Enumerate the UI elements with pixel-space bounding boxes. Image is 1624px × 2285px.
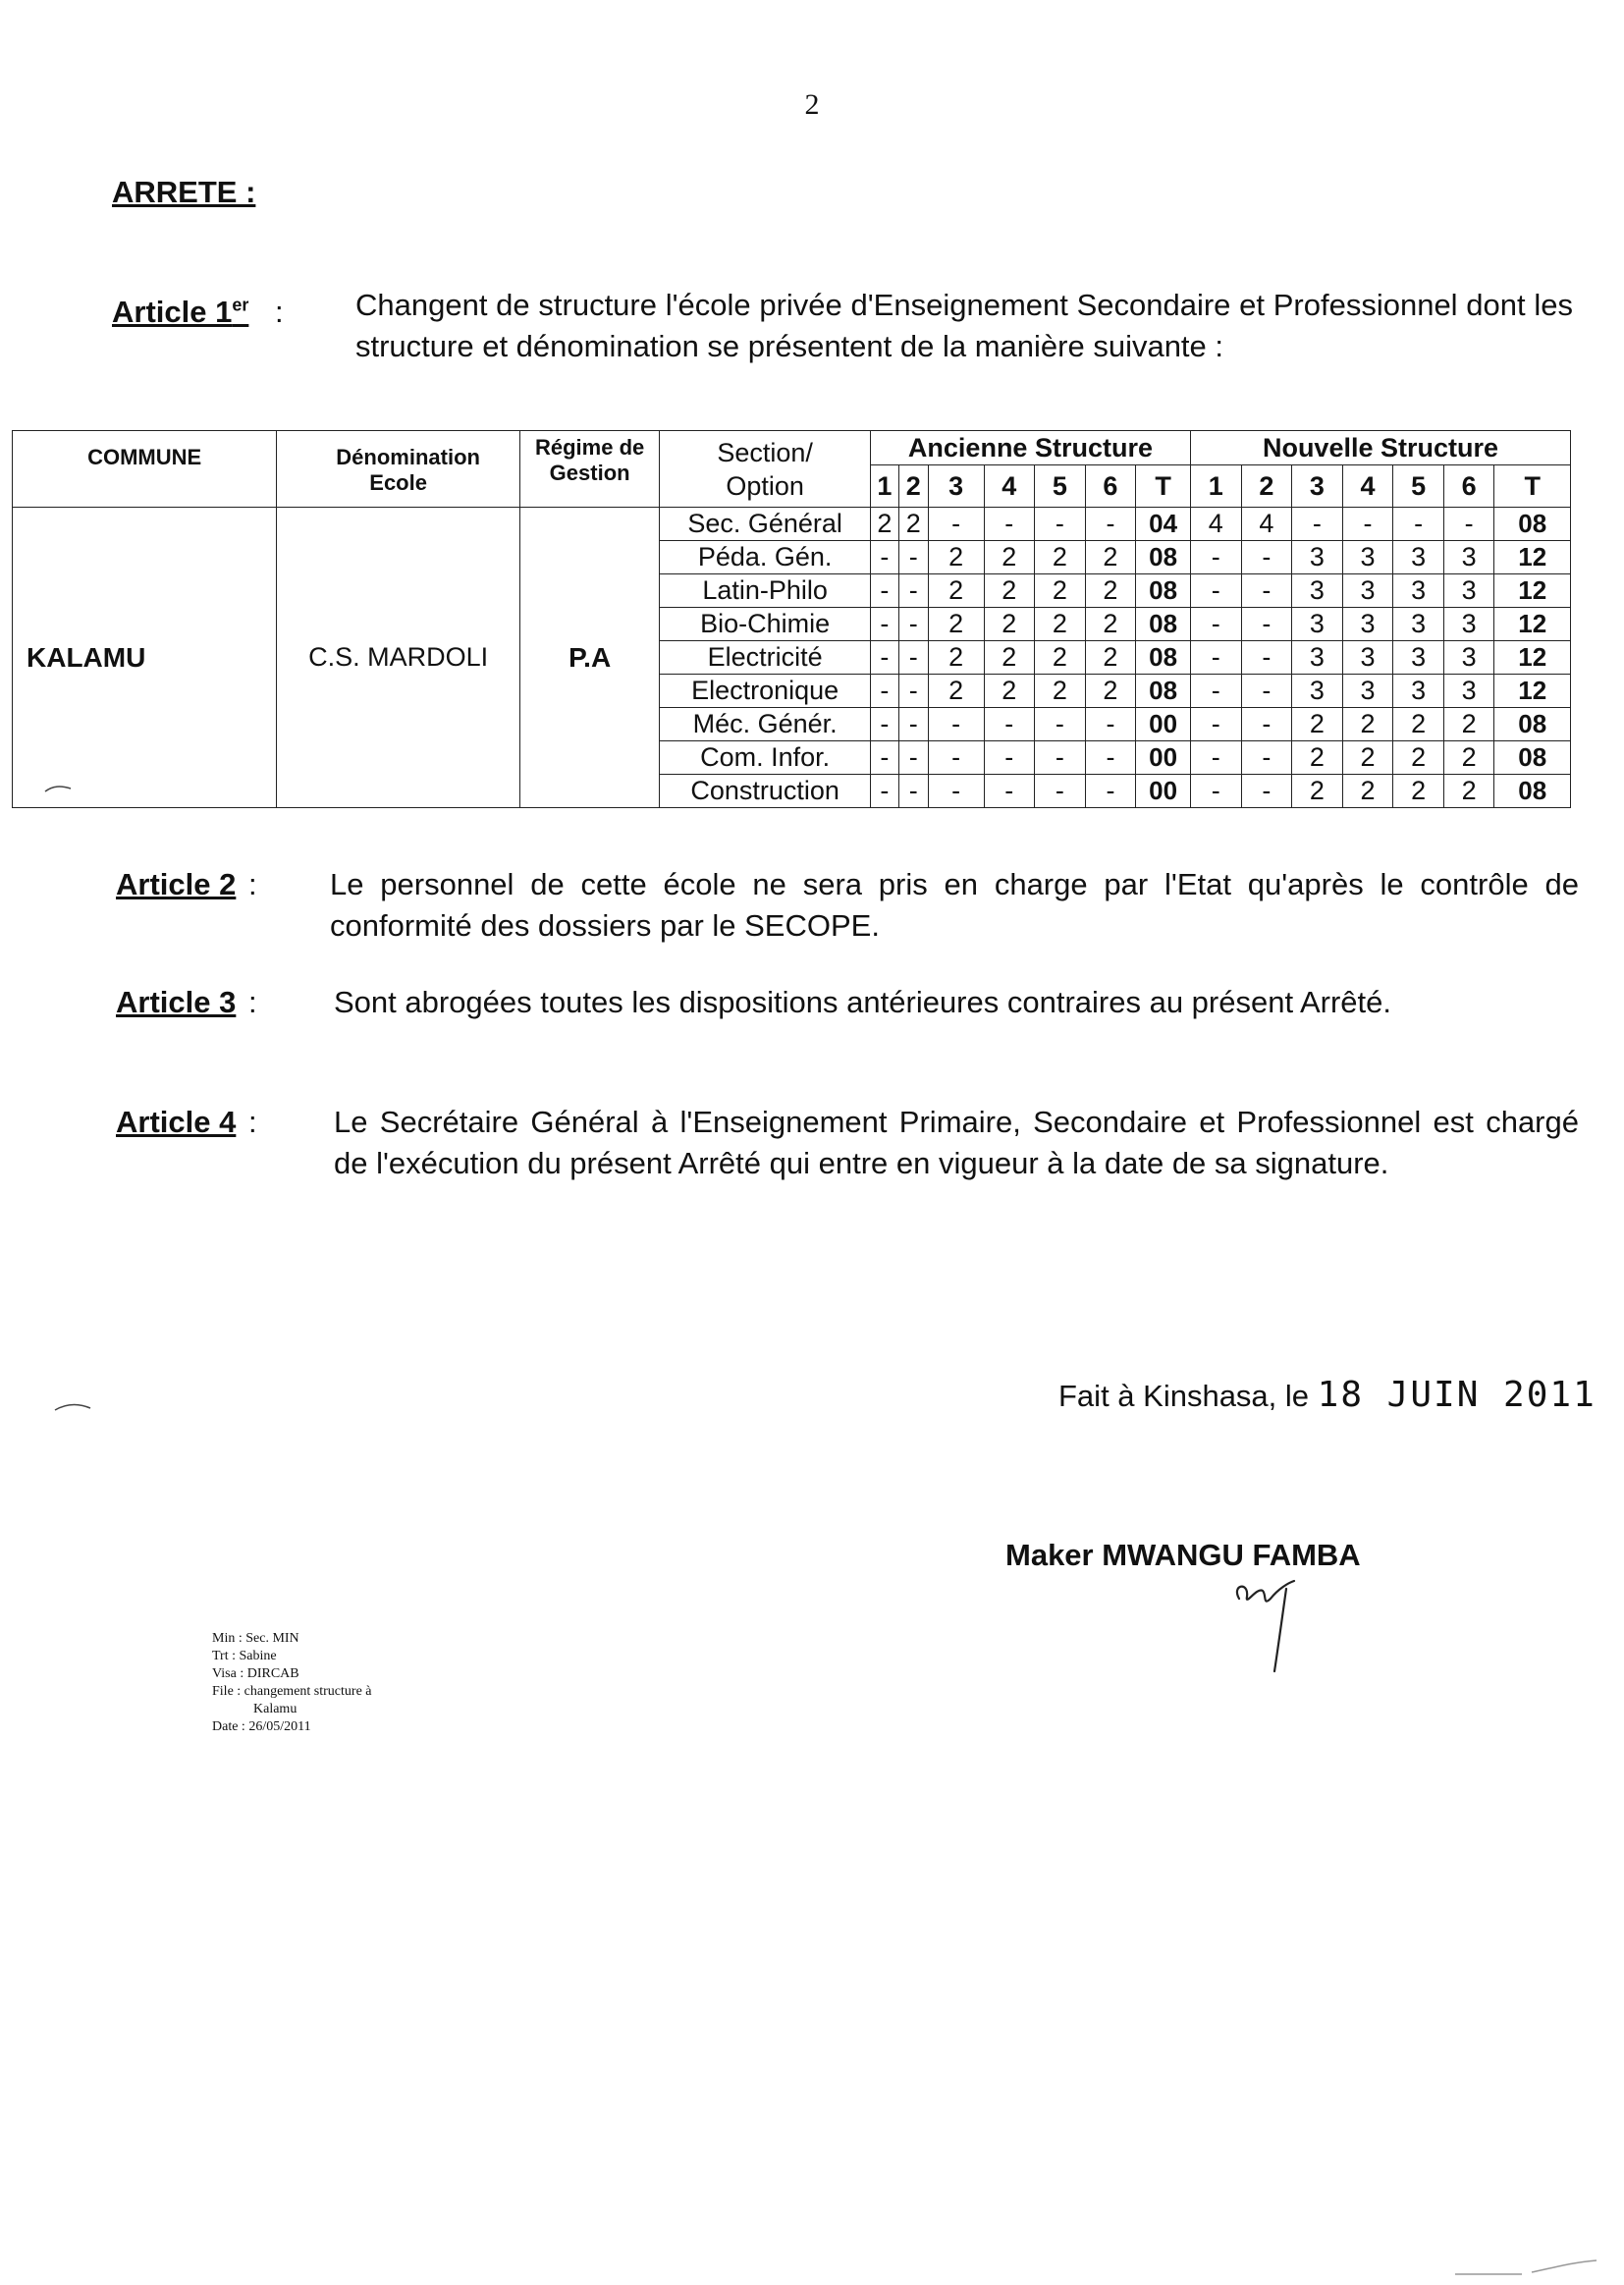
ancienne-value-cell: 2 (984, 541, 1035, 574)
ancienne-value-cell: 2 (984, 608, 1035, 641)
nouvelle-value-cell: 3 (1443, 675, 1494, 708)
nouvelle-value-cell: 3 (1342, 641, 1393, 675)
ref-visa: Visa : DIRCAB (212, 1666, 299, 1681)
col-nouvelle-total: T (1494, 465, 1571, 508)
nouvelle-value-cell: - (1241, 741, 1292, 775)
scan-mark (53, 1402, 92, 1412)
nouvelle-value-cell: 3 (1292, 608, 1343, 641)
ancienne-value-cell: 2 (928, 675, 984, 708)
option-cell: Electricité (660, 641, 871, 675)
nouvelle-value-cell: 08 (1494, 741, 1571, 775)
nouvelle-value-cell: 2 (1292, 775, 1343, 808)
ancienne-value-cell: 2 (928, 608, 984, 641)
ancienne-value-cell: - (898, 708, 928, 741)
nouvelle-value-cell: 08 (1494, 708, 1571, 741)
option-cell: Latin-Philo (660, 574, 871, 608)
ancienne-value-cell: - (870, 741, 898, 775)
ancienne-value-cell: 2 (984, 574, 1035, 608)
place-and-date (1058, 1375, 1597, 1415)
ancienne-value-cell: - (898, 741, 928, 775)
ref-file: File : changement structure à (212, 1684, 372, 1699)
article-3-colon: : (247, 985, 257, 1019)
ancienne-value-cell: - (870, 641, 898, 675)
header-ancienne-structure: Ancienne Structure (870, 431, 1190, 465)
ancienne-value-cell: 2 (1035, 675, 1086, 708)
nouvelle-value-cell: - (1443, 508, 1494, 541)
col-nouvelle-1: 1 (1190, 465, 1241, 508)
nouvelle-value-cell: 3 (1342, 541, 1393, 574)
nouvelle-value-cell: - (1241, 675, 1292, 708)
col-nouvelle-3: 3 (1292, 465, 1343, 508)
nouvelle-value-cell: 2 (1342, 775, 1393, 808)
nouvelle-value-cell: - (1190, 541, 1241, 574)
col-nouvelle-5: 5 (1393, 465, 1444, 508)
article-4-colon: : (247, 1105, 257, 1139)
nouvelle-value-cell: 12 (1494, 641, 1571, 675)
regime-cell: P.A (519, 508, 659, 808)
ancienne-value-cell: 08 (1136, 641, 1191, 675)
nouvelle-value-cell: 2 (1443, 741, 1494, 775)
nouvelle-value-cell: - (1190, 675, 1241, 708)
ancienne-value-cell: 2 (928, 641, 984, 675)
ancienne-value-cell: 2 (1085, 641, 1136, 675)
nouvelle-value-cell: 2 (1292, 741, 1343, 775)
option-cell: Sec. Général (660, 508, 871, 541)
ancienne-value-cell: 2 (928, 574, 984, 608)
ancienne-value-cell: 2 (1085, 608, 1136, 641)
ancienne-value-cell: - (928, 708, 984, 741)
nouvelle-value-cell: - (1241, 541, 1292, 574)
ancienne-value-cell: - (1085, 708, 1136, 741)
nouvelle-value-cell: 3 (1342, 675, 1393, 708)
nouvelle-value-cell: 2 (1393, 708, 1444, 741)
ancienne-value-cell: - (898, 608, 928, 641)
nouvelle-value-cell: 2 (1393, 741, 1444, 775)
nouvelle-value-cell: 08 (1494, 508, 1571, 541)
ancienne-value-cell: - (898, 541, 928, 574)
handwritten-signature (1227, 1577, 1316, 1675)
ref-min: Min : Sec. MIN (212, 1631, 299, 1646)
option-cell: Com. Infor. (660, 741, 871, 775)
article-4-text: Le Secrétaire Général à l'Enseignement Primaire, Secondaire et Professionnel est chargé de l'exécution du présent Arrêté qui entre en vigueur à la date de sa signature. (334, 1105, 1579, 1180)
ancienne-value-cell: 2 (1035, 574, 1086, 608)
ancienne-value-cell: 2 (984, 675, 1035, 708)
col-ancienne-total: T (1136, 465, 1191, 508)
nouvelle-value-cell: 3 (1393, 641, 1444, 675)
col-nouvelle-6: 6 (1443, 465, 1494, 508)
nouvelle-value-cell: 3 (1443, 641, 1494, 675)
nouvelle-value-cell: - (1190, 608, 1241, 641)
page-number: 2 (804, 88, 820, 121)
nouvelle-value-cell: - (1190, 741, 1241, 775)
ancienne-value-cell: - (1085, 508, 1136, 541)
nouvelle-value-cell: 12 (1494, 574, 1571, 608)
nouvelle-value-cell: 3 (1443, 574, 1494, 608)
ref-file-cont: Kalamu (253, 1702, 298, 1716)
header-denomination: Dénomination Ecole (277, 431, 520, 508)
option-cell: Construction (660, 775, 871, 808)
ancienne-value-cell: - (1035, 508, 1086, 541)
nouvelle-value-cell: 3 (1292, 641, 1343, 675)
ancienne-value-cell: 2 (1035, 541, 1086, 574)
col-ancienne-1: 1 (870, 465, 898, 508)
ancienne-value-cell: 08 (1136, 541, 1191, 574)
ancienne-value-cell: - (898, 675, 928, 708)
article-2-text: Le personnel de cette école ne sera pris en charge par l'Etat qu'après le contrôle de conformité des dossiers par le SECOPE. (330, 867, 1579, 943)
ancienne-value-cell: - (1035, 775, 1086, 808)
header-regime: Régime de Gestion (519, 431, 659, 508)
option-cell: Péda. Gén. (660, 541, 871, 574)
nouvelle-value-cell: 3 (1342, 574, 1393, 608)
nouvelle-value-cell: - (1190, 708, 1241, 741)
ancienne-value-cell: - (1035, 741, 1086, 775)
commune-cell: KALAMU (13, 508, 277, 808)
ancienne-value-cell: 2 (1035, 608, 1086, 641)
nouvelle-value-cell: 4 (1241, 508, 1292, 541)
ancienne-value-cell: 2 (898, 508, 928, 541)
ancienne-value-cell: - (898, 641, 928, 675)
ancienne-value-cell: 2 (870, 508, 898, 541)
nouvelle-value-cell: - (1190, 775, 1241, 808)
nouvelle-value-cell: - (1342, 508, 1393, 541)
header-section-option: Section/ Option (660, 431, 871, 508)
nouvelle-value-cell: 3 (1443, 608, 1494, 641)
ancienne-value-cell: - (870, 708, 898, 741)
nouvelle-value-cell: 3 (1342, 608, 1393, 641)
ancienne-value-cell: - (898, 775, 928, 808)
nouvelle-value-cell: 2 (1292, 708, 1343, 741)
signatory-name: Maker MWANGU FAMBA (1005, 1538, 1361, 1572)
ancienne-value-cell: - (928, 775, 984, 808)
ancienne-value-cell: - (1085, 775, 1136, 808)
ancienne-value-cell: - (898, 574, 928, 608)
nouvelle-value-cell: - (1241, 708, 1292, 741)
nouvelle-value-cell: - (1241, 775, 1292, 808)
col-ancienne-4: 4 (984, 465, 1035, 508)
ancienne-value-cell: 08 (1136, 574, 1191, 608)
col-nouvelle-4: 4 (1342, 465, 1393, 508)
ancienne-value-cell: - (984, 775, 1035, 808)
nouvelle-value-cell: - (1292, 508, 1343, 541)
school-name-cell: C.S. MARDOLI (277, 508, 520, 808)
nouvelle-value-cell: 3 (1393, 608, 1444, 641)
ancienne-value-cell: - (870, 608, 898, 641)
nouvelle-value-cell: 3 (1393, 574, 1444, 608)
reference-block (212, 1630, 372, 1736)
nouvelle-value-cell: 2 (1342, 741, 1393, 775)
ancienne-value-cell: 2 (1035, 641, 1086, 675)
col-ancienne-3: 3 (928, 465, 984, 508)
col-ancienne-2: 2 (898, 465, 928, 508)
ancienne-value-cell: 2 (984, 641, 1035, 675)
ancienne-value-cell: - (928, 508, 984, 541)
ancienne-value-cell: 2 (928, 541, 984, 574)
nouvelle-value-cell: 4 (1190, 508, 1241, 541)
ancienne-value-cell: 2 (1085, 574, 1136, 608)
article-1-colon: : (274, 295, 284, 330)
ancienne-value-cell: 04 (1136, 508, 1191, 541)
ref-trt: Trt : Sabine (212, 1649, 277, 1663)
nouvelle-value-cell: 12 (1494, 675, 1571, 708)
nouvelle-value-cell: 3 (1393, 541, 1444, 574)
nouvelle-value-cell: 2 (1342, 708, 1393, 741)
col-nouvelle-2: 2 (1241, 465, 1292, 508)
ref-date: Date : 26/05/2011 (212, 1719, 311, 1734)
scan-mark (43, 784, 73, 793)
ancienne-value-cell: - (870, 775, 898, 808)
article-3-label: Article 3 (116, 985, 237, 1019)
nouvelle-value-cell: 12 (1494, 608, 1571, 641)
article-1-label: Article 1er (112, 295, 249, 330)
nouvelle-value-cell: 12 (1494, 541, 1571, 574)
ancienne-value-cell: 00 (1136, 708, 1191, 741)
nouvelle-value-cell: - (1393, 508, 1444, 541)
nouvelle-value-cell: - (1190, 574, 1241, 608)
nouvelle-value-cell: 3 (1393, 675, 1444, 708)
article-2-colon: : (247, 867, 257, 901)
table-row (13, 508, 1571, 541)
article-1-text: Changent de structure l'école privée d'Enseignement Secondaire et Professionnel dont les structure et dénomination se présentent de la manière suivante : (355, 288, 1573, 363)
ancienne-value-cell: 08 (1136, 675, 1191, 708)
nouvelle-value-cell: - (1241, 574, 1292, 608)
nouvelle-value-cell: 3 (1443, 541, 1494, 574)
ancienne-value-cell: 2 (1085, 675, 1136, 708)
option-cell: Electronique (660, 675, 871, 708)
option-cell: Bio-Chimie (660, 608, 871, 641)
ancienne-value-cell: - (928, 741, 984, 775)
nouvelle-value-cell: - (1190, 641, 1241, 675)
nouvelle-value-cell: 2 (1443, 775, 1494, 808)
nouvelle-value-cell: 3 (1292, 574, 1343, 608)
nouvelle-value-cell: 2 (1443, 708, 1494, 741)
nouvelle-value-cell: - (1241, 641, 1292, 675)
ancienne-value-cell: - (870, 675, 898, 708)
document-heading: ARRETE : (112, 175, 256, 209)
ancienne-value-cell: 2 (1085, 541, 1136, 574)
scan-mark (1453, 2258, 1600, 2278)
ancienne-value-cell: - (1035, 708, 1086, 741)
header-nouvelle-structure: Nouvelle Structure (1190, 431, 1570, 465)
ancienne-value-cell: 08 (1136, 608, 1191, 641)
ancienne-value-cell: - (984, 741, 1035, 775)
nouvelle-value-cell: 2 (1393, 775, 1444, 808)
ancienne-value-cell: - (870, 541, 898, 574)
option-cell: Méc. Génér. (660, 708, 871, 741)
nouvelle-value-cell: - (1241, 608, 1292, 641)
nouvelle-value-cell: 3 (1292, 675, 1343, 708)
structure-table (12, 430, 1571, 808)
ancienne-value-cell: - (984, 708, 1035, 741)
ancienne-value-cell: - (870, 574, 898, 608)
article-2-label: Article 2 (116, 867, 237, 901)
article-4-label: Article 4 (116, 1105, 237, 1139)
col-ancienne-5: 5 (1035, 465, 1086, 508)
nouvelle-value-cell: 08 (1494, 775, 1571, 808)
ancienne-value-cell: - (1085, 741, 1136, 775)
col-ancienne-6: 6 (1085, 465, 1136, 508)
nouvelle-value-cell: 3 (1292, 541, 1343, 574)
header-commune: COMMUNE (13, 431, 277, 508)
place-prefix: Fait à Kinshasa, le (1058, 1379, 1310, 1413)
ancienne-value-cell: 00 (1136, 741, 1191, 775)
article-3-text: Sont abrogées toutes les dispositions antérieures contraires au présent Arrêté. (334, 985, 1392, 1019)
date-stamp: 18 JUIN 2011 (1317, 1375, 1597, 1415)
ancienne-value-cell: - (984, 508, 1035, 541)
ancienne-value-cell: 00 (1136, 775, 1191, 808)
